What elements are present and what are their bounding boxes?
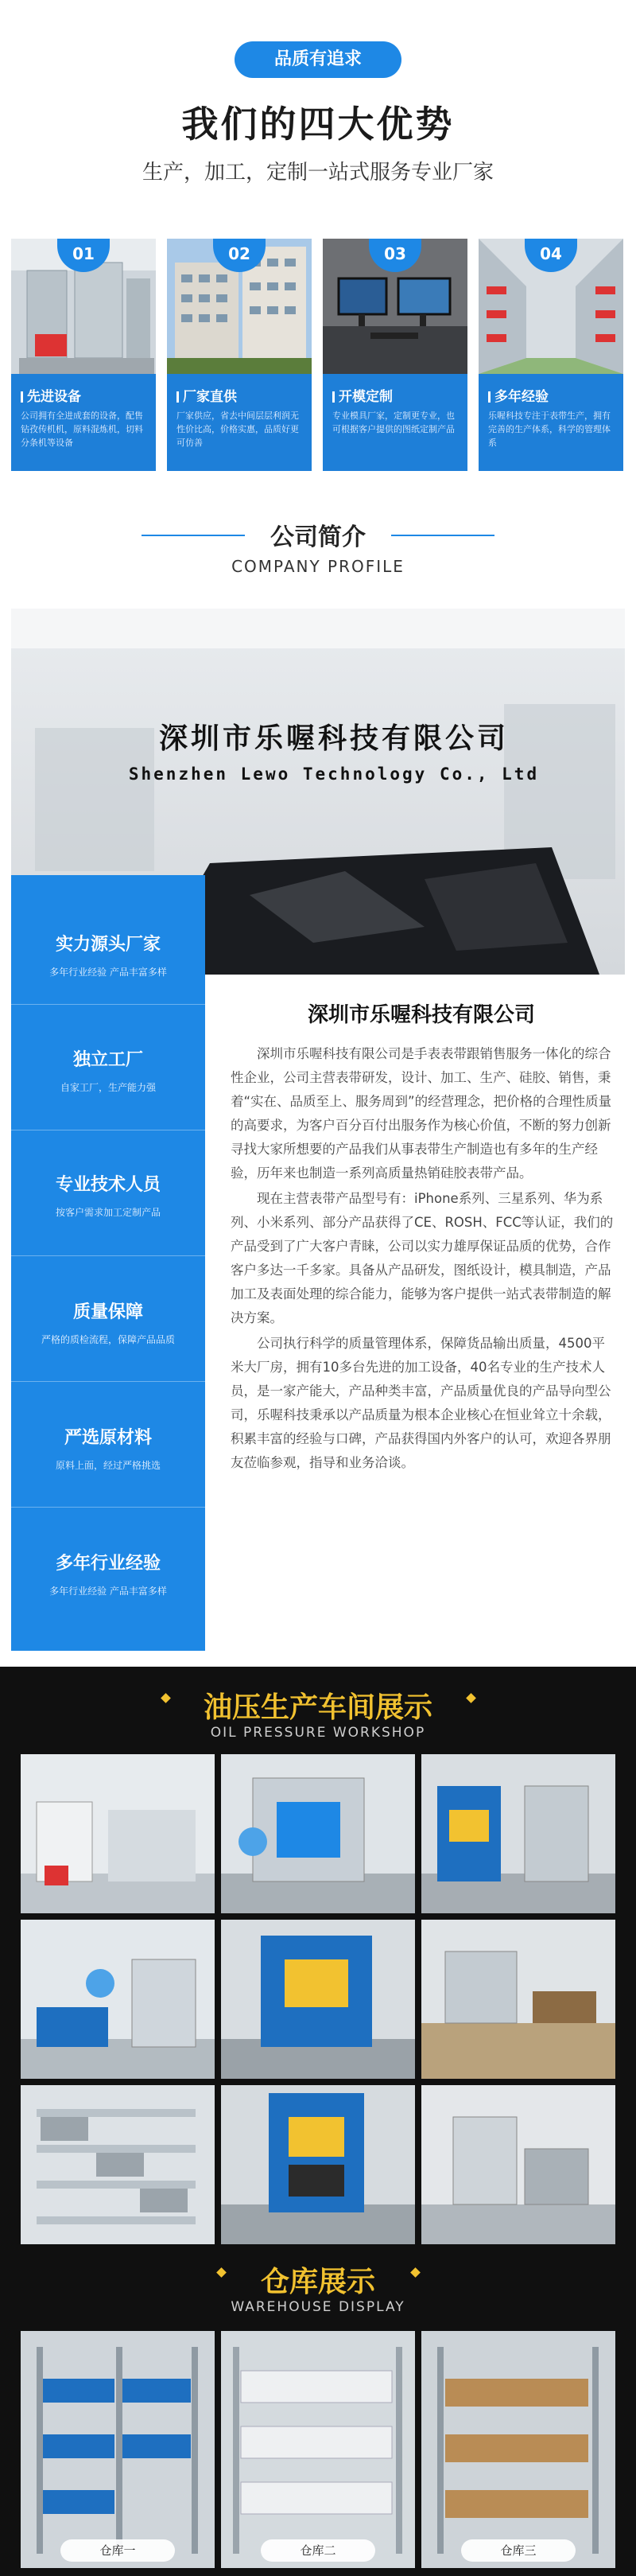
advantage-card-2: [167, 239, 312, 471]
sidebar-item-quality: 质量保障 严格的质检流程，保障产品品质: [41, 1302, 175, 1345]
sidebar-item-technicians: 专业技术人员 按客户需求加工定制产品: [55, 1175, 161, 1218]
profile-title: 公司简介: [270, 523, 366, 551]
company-description: [231, 1042, 617, 1477]
card-desc: 公司拥有全进成套的设备，配售钻孜传机机，原料混炼机，切料分条机等设备: [21, 411, 143, 448]
warehouse-photo-1: [21, 2331, 215, 2568]
warehouse-label: 仓库三: [461, 2539, 576, 2562]
sidebar-item-materials: 严选原材料 原料上面，经过严格挑选: [55, 1428, 161, 1471]
workshop-title: 油压生产车间展示: [203, 1691, 432, 1724]
warehouse-subtitle: WAREHOUSE DISPLAY: [231, 2299, 405, 2315]
profile-subtitle: COMPANY PROFILE: [231, 557, 405, 576]
card-number: 03: [369, 239, 421, 272]
sidebar-item-own-factory: 独立工厂 自家工厂，生产能力强: [60, 1050, 156, 1093]
warehouse-photo-3: [421, 2331, 615, 2568]
quality-pill: 品质有追求: [235, 41, 401, 78]
advantages-title: 我们的四大优势: [181, 103, 455, 146]
warehouse-shelf-illustration: [21, 2331, 215, 2568]
description-paragraph: 现在主营表带产品型号有：iPhone系列、三星系列、华为系列、小米系列、部分产品获得了CE、ROSH、FCC等认证，我们的产品受到了广大客户青睐，公司以实力雄厚保证品质的优势，合作客户多达一千多家。具备从产品研发，图纸设计，模具制造，产品加工及表面处理的综合能力，能够为客户提供一站式表带制造的解决方案。: [231, 1191, 614, 1325]
card-number: 04: [525, 239, 577, 272]
card-title: 先进设备: [21, 385, 81, 405]
card-number: 02: [213, 239, 266, 272]
card-title: 厂家直供: [176, 385, 237, 405]
card-number: 01: [57, 239, 110, 272]
description-paragraph: 深圳市乐喔科技有限公司是手表表带跟销售服务一体化的综合性企业，公司主营表带研发，设计、加工、生产、硅胶、销售，秉着“实在、品质至上、服务周到”的经营理念，把价格的合理性质量的高要求，为客户百分百付出服务作为核心价值，不断的努力创新寻找大家所想要的产品我们从事表带生产制造也有多年的生产经验，历年来也制造一系列高质量热销硅胶表带产品。: [231, 1046, 612, 1181]
card-title: 开模定制: [332, 385, 393, 405]
advantage-cards: [11, 239, 625, 477]
warehouse-shelf-illustration: [221, 2331, 415, 2568]
workshop-photo: [221, 1920, 415, 2079]
advantages-section: [0, 0, 636, 509]
warehouse-photo-grid: [21, 2331, 615, 2570]
card-desc: 专业模具厂家，定制更专业，也可根据客户提供的图纸定制产品: [332, 411, 455, 434]
card-desc: 乐喔科技专注于表带生产，拥有完善的生产体系，科学的管理体系: [488, 411, 611, 448]
warehouse-photo-2: [221, 2331, 415, 2568]
workshop-photo-grid: [21, 1754, 615, 2247]
workshop-photo: [421, 1754, 615, 1913]
workshop-subtitle: OIL PRESSURE WORKSHOP: [210, 1725, 426, 1741]
advantage-card-1: [11, 239, 156, 471]
workshop-photo: [21, 2085, 215, 2244]
sidebar-divider: [11, 1255, 205, 1256]
office-sign: [95, 716, 572, 784]
workshop-photo: [21, 1920, 215, 2079]
workshop-photo: [21, 1754, 215, 1913]
warehouse-label: 仓库一: [60, 2539, 175, 2562]
workshop-photo: [221, 1754, 415, 1913]
title-line-right: [391, 535, 494, 536]
description-paragraph: 公司执行科学的质量管理体系，保障货品输出质量，4500平米大厂房，拥有10多台先进的加工设备，40名专业的生产技术人员，是一家产能大，产品种类丰富，产品质量优良的产品导向型公司，乐喔科技秉承以产品质量为根本企业核心在恒业耸立十余载，积累丰富的经验与口碑，产品获得国内外客户的认可，欢迎各界朋友莅临参观，指导和业务洽谈。: [231, 1336, 611, 1470]
workshop-photo: [421, 2085, 615, 2244]
advantage-card-3: [323, 239, 467, 471]
company-name-heading: 深圳市乐喔科技有限公司: [307, 1003, 535, 1027]
sidebar-divider: [11, 1507, 205, 1508]
sign-chinese: 深圳市乐喔科技有限公司: [158, 722, 509, 755]
sign-english: Shenzhen Lewo Technology Co., Ltd: [128, 765, 540, 784]
sidebar-divider: [11, 1381, 205, 1382]
workshop-photo: [221, 2085, 415, 2244]
warehouse-title: 仓库展示: [260, 2266, 375, 2298]
card-title: 多年经验: [488, 385, 549, 405]
advantages-subtitle: 生产，加工，定制一站式服务专业厂家: [142, 161, 494, 185]
workshop-photo: [421, 1920, 615, 2079]
sidebar-item-experience: 多年行业经验 多年行业经验 产品丰富多样: [49, 1554, 167, 1597]
warehouse-label: 仓库二: [261, 2539, 375, 2562]
warehouse-shelf-illustration: [421, 2331, 615, 2568]
feature-sidebar: [11, 875, 205, 1651]
advantage-card-4: [479, 239, 623, 471]
sidebar-item-source-factory: 实力源头厂家 多年行业经验 产品丰富多样: [49, 935, 167, 978]
sidebar-divider: [11, 1004, 205, 1005]
card-desc: 厂家供应，省去中间层层利润无性价比高，价格实惠，品质好更可仿善: [176, 411, 299, 448]
